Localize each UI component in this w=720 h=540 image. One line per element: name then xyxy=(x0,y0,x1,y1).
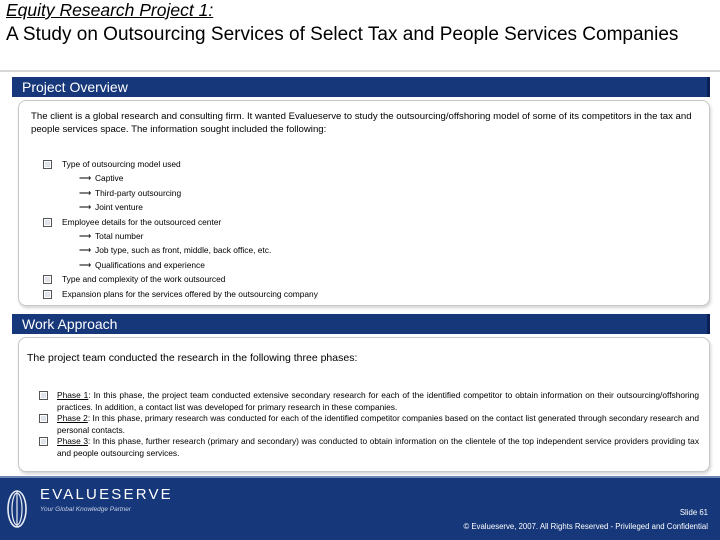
phase-item xyxy=(37,413,699,436)
overview-bullet xyxy=(43,158,683,172)
square-bullet-icon xyxy=(43,290,52,299)
sub-bullet-text: Captive xyxy=(95,173,124,184)
title-area xyxy=(0,0,720,72)
overview-sub-bullet xyxy=(43,172,683,186)
arrow-bullet-icon: ⟶ xyxy=(79,230,92,241)
arrow-bullet-icon: ⟶ xyxy=(79,187,92,198)
square-bullet-icon xyxy=(39,391,48,400)
brand-tagline: Your Global Knowledge Partner xyxy=(40,506,132,513)
phase-label: Phase 1 xyxy=(57,390,89,400)
bullet-text: Expansion plans for the services offered by the outsourcing company xyxy=(62,288,318,299)
brand-name: EVALUESERVE xyxy=(40,486,173,503)
overview-list xyxy=(43,158,683,302)
square-bullet-icon xyxy=(43,160,52,169)
phase-text: : In this phase, the project team conducted extensive secondary research for each of the identified competitor to obtain information on their outsourcing/offshoring practices. In addition, a contact list was developed for primary research in these companies. xyxy=(57,390,699,412)
phase-text: : In this phase, primary research was conducted for each of the identified competitor companies based on the contact list generated through secondary research and personal contacts. xyxy=(57,413,699,435)
approach-box xyxy=(18,337,710,472)
overview-box xyxy=(18,100,710,306)
square-bullet-icon xyxy=(39,414,48,423)
sub-bullet-text: Third-party outsourcing xyxy=(95,187,182,198)
bullet-text: Employee details for the outsourced center xyxy=(62,216,222,227)
title-divider xyxy=(0,70,720,72)
phase-label: Phase 3 xyxy=(57,436,88,446)
bullet-text: Type and complexity of the work outsourced xyxy=(62,274,226,285)
overview-sub-bullet xyxy=(43,230,683,244)
phase-label: Phase 2 xyxy=(57,413,88,423)
arrow-bullet-icon: ⟶ xyxy=(79,259,92,270)
approach-intro: The project team conducted the research in the following three phases: xyxy=(27,352,358,364)
overview-intro: The client is a global research and consulting firm. It wanted Evalueserve to study the outsourcing/offshoring model of some of its competitors in the tax and people services space. The information sought included the following: xyxy=(31,111,692,135)
approach-heading: Work Approach xyxy=(12,314,710,334)
sub-bullet-text: Job type, such as front, middle, back office, etc. xyxy=(95,245,272,256)
copyright-notice: © Evalueserve, 2007. All Rights Reserved - Privileged and Confidential xyxy=(463,522,708,531)
square-bullet-icon xyxy=(43,275,52,284)
bullet-text: Type of outsourcing model used xyxy=(62,159,181,169)
overview-bullet xyxy=(43,273,683,287)
phase-item xyxy=(37,436,699,459)
overview-bullet xyxy=(43,216,683,230)
arrow-bullet-icon: ⟶ xyxy=(79,173,92,184)
overview-sub-bullet xyxy=(43,201,683,215)
phase-list xyxy=(37,390,699,459)
arrow-bullet-icon: ⟶ xyxy=(79,245,92,256)
arrow-bullet-icon: ⟶ xyxy=(79,202,92,213)
overview-heading: Project Overview xyxy=(12,77,710,97)
overview-sub-bullet xyxy=(43,259,683,273)
square-bullet-icon xyxy=(43,218,52,227)
page-title: A Study on Outsourcing Services of Select Tax and People Services Companies xyxy=(6,24,679,45)
sub-bullet-text: Qualifications and experience xyxy=(95,259,205,270)
sub-bullet-text: Joint venture xyxy=(95,202,143,213)
overview-bullet xyxy=(43,288,683,302)
evalueserve-globe-icon xyxy=(6,482,28,536)
project-label: Equity Research Project 1: xyxy=(6,0,214,20)
sub-bullet-text: Total number xyxy=(95,230,144,241)
overview-sub-bullet xyxy=(43,187,683,201)
phase-item xyxy=(37,390,699,413)
slide-number: Slide 61 xyxy=(679,508,708,517)
overview-sub-bullet xyxy=(43,244,683,258)
phase-text: : In this phase, further research (primary and secondary) was conducted to obtain information on the clientele of the top independent service providers providing tax and people outsourcing services. xyxy=(57,436,700,458)
square-bullet-icon xyxy=(39,437,48,446)
